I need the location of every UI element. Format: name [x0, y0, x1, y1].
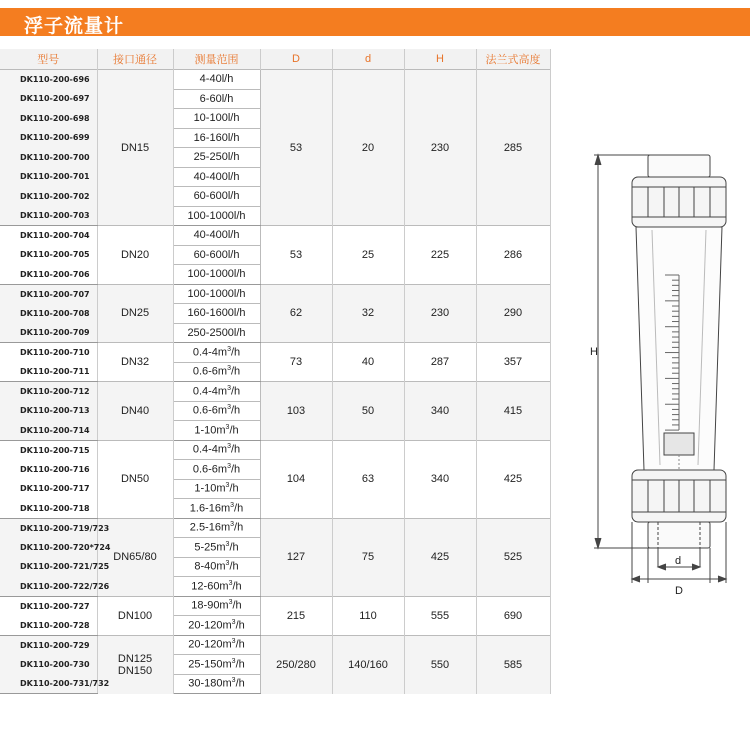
range-unit-exponent: 3 [227, 384, 231, 392]
dim-d-cell: 25 [332, 226, 404, 285]
range-value: 0.4-4m [192, 385, 228, 398]
model-cell: DK110-200-706 [0, 265, 97, 285]
flange-height-cell: 415 [476, 382, 550, 441]
range-unit-suffix: /h [229, 541, 239, 554]
dim-d-cell: 50 [332, 382, 404, 441]
flange-height-cell: 285 [476, 70, 550, 226]
model-cell: DK110-200-716 [0, 460, 97, 480]
model-cell: DK110-200-728 [0, 616, 97, 636]
range-unit-exponent: 3 [227, 404, 231, 412]
range-unit-suffix: /h [232, 600, 242, 613]
dim-H-cell: 340 [404, 440, 476, 518]
range-cell [173, 421, 260, 441]
model-cell: DK110-200-699 [0, 128, 97, 148]
model-cell: DK110-200-717 [0, 479, 97, 499]
model-cell: DK110-200-715 [0, 440, 97, 460]
range-unit-suffix: /h [232, 580, 242, 593]
flowmeter-drawing [568, 135, 750, 600]
range-value: 0.4-4m [192, 346, 228, 359]
dim-H-cell: 230 [404, 70, 476, 226]
model-cell: DK110-200-703 [0, 206, 97, 226]
dn-cell: DN65/80 [97, 518, 173, 596]
range-value: 2.5-16m [189, 522, 231, 535]
model-cell: DK110-200-702 [0, 187, 97, 207]
flange-height-cell: 525 [476, 518, 550, 596]
range-unit-suffix: /h [230, 366, 241, 379]
model-cell: DK110-200-700 [0, 148, 97, 168]
col-header-H: H [404, 49, 476, 70]
range-unit-suffix: /h [229, 424, 239, 437]
table-row [0, 440, 550, 460]
range-unit-exponent: 3 [231, 638, 236, 646]
flange-height-cell: 290 [476, 284, 550, 343]
flange-height-cell: 357 [476, 343, 550, 382]
range-cell [173, 674, 260, 694]
range-unit-suffix: /h [230, 405, 241, 418]
col-header-d: d [332, 49, 404, 70]
dim-H-cell: 555 [404, 596, 476, 635]
range-unit-exponent: 3 [225, 540, 230, 548]
label-D: D [675, 585, 683, 597]
model-cell: DK110-200-721/725 [0, 557, 97, 577]
label-H: H [590, 346, 598, 358]
range-unit-exponent: 3 [225, 423, 230, 431]
range-unit-suffix: /h [235, 678, 245, 691]
dn-cell: DN40 [97, 382, 173, 441]
range-value: 0.6-6m [192, 366, 228, 379]
range-cell [173, 148, 260, 168]
dim-d-cell: 140/160 [332, 635, 404, 694]
range-cell [173, 343, 260, 363]
dim-H-cell: 225 [404, 226, 476, 285]
range-value: 20-120m [188, 619, 232, 632]
range-unit-exponent: 3 [230, 521, 235, 529]
bottom-pipe-stub [648, 522, 710, 548]
range-unit-suffix: /h [234, 502, 244, 515]
range-cell [173, 226, 260, 246]
range-cell [173, 70, 260, 90]
dim-D-cell: 103 [260, 382, 332, 441]
flange-height-cell: 585 [476, 635, 550, 694]
range-value: 160-1600l/h [187, 307, 246, 320]
table-row [0, 226, 550, 246]
range-cell [173, 362, 260, 382]
range-cell [173, 89, 260, 109]
range-cell [173, 187, 260, 207]
table-header-row [0, 49, 550, 70]
label-d: d [675, 555, 682, 567]
col-header-range: 测量范围 [173, 49, 260, 70]
range-value: 30-180m [188, 678, 232, 691]
range-unit-suffix: /h [230, 346, 241, 359]
range-cell [173, 577, 260, 597]
model-cell: DK110-200-713 [0, 401, 97, 421]
dn-cell: DN20 [97, 226, 173, 285]
range-value: 10-100l/h [193, 112, 240, 125]
table-row [0, 284, 550, 304]
range-value: 6-60l/h [199, 92, 234, 105]
range-value: 100-1000l/h [187, 287, 246, 300]
range-value: 16-160l/h [193, 131, 240, 144]
range-unit-suffix: /h [234, 522, 244, 535]
range-unit-exponent: 3 [225, 482, 230, 490]
flange-height-cell: 425 [476, 440, 550, 518]
range-value: 40-400l/h [193, 170, 240, 183]
col-header-model: 型号 [0, 49, 97, 70]
range-cell [173, 460, 260, 480]
table-row [0, 518, 550, 538]
range-cell [173, 323, 260, 343]
range-cell [173, 479, 260, 499]
range-unit-suffix: /h [229, 561, 239, 574]
range-unit-exponent: 3 [230, 501, 235, 509]
col-header-dn: 接口通径 [97, 49, 173, 70]
range-unit-exponent: 3 [227, 365, 231, 373]
range-unit-suffix: /h [229, 483, 239, 496]
table-row [0, 70, 550, 90]
range-unit-suffix: /h [235, 658, 245, 671]
range-unit-suffix: /h [230, 463, 241, 476]
range-unit-exponent: 3 [225, 560, 230, 568]
dim-D-cell: 53 [260, 70, 332, 226]
dim-d-cell: 20 [332, 70, 404, 226]
range-unit-suffix: /h [230, 385, 241, 398]
model-cell: DK110-200-711 [0, 362, 97, 382]
range-value: 18-90m [191, 600, 229, 613]
range-cell [173, 128, 260, 148]
range-value: 8-40m [194, 561, 226, 574]
range-cell [173, 167, 260, 187]
range-value: 100-1000l/h [187, 209, 246, 222]
range-cell [173, 616, 260, 636]
model-cell: DK110-200-696 [0, 70, 97, 90]
range-unit-exponent: 3 [228, 579, 233, 587]
range-value: 1.6-16m [189, 502, 231, 515]
model-cell: DK110-200-720*724 [0, 538, 97, 558]
range-value: 40-400l/h [193, 229, 240, 242]
range-unit-exponent: 3 [227, 443, 231, 451]
page-title: 浮子流量计 [24, 15, 125, 37]
table-row [0, 596, 550, 616]
range-unit-suffix: /h [230, 444, 241, 457]
range-cell [173, 440, 260, 460]
range-value: 0.6-6m [192, 405, 228, 418]
dim-d-cell: 63 [332, 440, 404, 518]
model-cell: DK110-200-712 [0, 382, 97, 402]
model-cell: DK110-200-722/726 [0, 577, 97, 597]
range-unit-suffix: /h [235, 619, 245, 632]
range-cell [173, 206, 260, 226]
model-cell: DK110-200-710 [0, 343, 97, 363]
model-cell: DK110-200-698 [0, 109, 97, 129]
dn-cell: DN15 [97, 70, 173, 226]
dim-D-cell: 127 [260, 518, 332, 596]
range-unit-exponent: 3 [231, 677, 236, 685]
range-cell [173, 401, 260, 421]
dim-D-cell: 73 [260, 343, 332, 382]
spec-table [0, 49, 551, 694]
table-row [0, 635, 550, 655]
range-value: 60-600l/h [193, 248, 240, 261]
range-unit-exponent: 3 [231, 618, 236, 626]
range-cell [173, 109, 260, 129]
range-value: 20-120m [188, 639, 232, 652]
model-cell: DK110-200-701 [0, 167, 97, 187]
model-cell: DK110-200-704 [0, 226, 97, 246]
dim-D-cell: 215 [260, 596, 332, 635]
range-value: 0.6-6m [192, 463, 228, 476]
dim-d-cell: 40 [332, 343, 404, 382]
title-bar [0, 8, 750, 36]
dim-H-cell: 230 [404, 284, 476, 343]
range-value: 100-1000l/h [187, 268, 246, 281]
dim-H-cell: 425 [404, 518, 476, 596]
model-cell: DK110-200-714 [0, 421, 97, 441]
dn-cell: DN32 [97, 343, 173, 382]
model-cell: DK110-200-719/723 [0, 518, 97, 538]
model-cell: DK110-200-718 [0, 499, 97, 519]
dim-d-cell: 75 [332, 518, 404, 596]
dn-cell: DN100 [97, 596, 173, 635]
model-cell: DK110-200-727 [0, 596, 97, 616]
top-pipe-stub [648, 155, 710, 177]
dn-cell: DN25 [97, 284, 173, 343]
range-cell [173, 284, 260, 304]
dim-d-cell: 110 [332, 596, 404, 635]
range-value: 12-60m [191, 580, 229, 593]
range-cell [173, 382, 260, 402]
table-row [0, 343, 550, 363]
flange-height-cell: 690 [476, 596, 550, 635]
dim-D-cell: 53 [260, 226, 332, 285]
dim-D-cell: 104 [260, 440, 332, 518]
range-unit-suffix: /h [235, 639, 245, 652]
dn-cell: DN50 [97, 440, 173, 518]
range-cell [173, 518, 260, 538]
range-value: 25-250l/h [193, 151, 240, 164]
col-header-D: D [260, 49, 332, 70]
range-value: 4-40l/h [199, 73, 234, 86]
range-value: 1-10m [194, 483, 226, 496]
model-cell: DK110-200-730 [0, 655, 97, 675]
flange-height-cell: 286 [476, 226, 550, 285]
dim-d-cell: 32 [332, 284, 404, 343]
range-cell [173, 245, 260, 265]
range-cell [173, 304, 260, 324]
model-cell: DK110-200-708 [0, 304, 97, 324]
range-cell [173, 538, 260, 558]
range-unit-exponent: 3 [227, 345, 231, 353]
range-unit-exponent: 3 [228, 599, 233, 607]
dim-H-cell: 550 [404, 635, 476, 694]
range-cell [173, 557, 260, 577]
float [664, 433, 694, 455]
range-cell [173, 499, 260, 519]
model-cell: DK110-200-731/732 [0, 674, 97, 694]
model-cell: DK110-200-709 [0, 323, 97, 343]
range-cell [173, 596, 260, 616]
dim-D-cell: 62 [260, 284, 332, 343]
range-value: 1-10m [194, 424, 226, 437]
range-value: 0.4-4m [192, 444, 228, 457]
dim-H-cell: 340 [404, 382, 476, 441]
model-cell: DK110-200-705 [0, 245, 97, 265]
range-value: 250-2500l/h [187, 326, 246, 339]
model-cell: DK110-200-697 [0, 89, 97, 109]
range-value: 25-150m [188, 658, 232, 671]
model-cell: DK110-200-729 [0, 635, 97, 655]
range-value: 60-600l/h [193, 190, 240, 203]
range-cell [173, 635, 260, 655]
dim-H-cell: 287 [404, 343, 476, 382]
table-row [0, 382, 550, 402]
dn-cell: DN125 DN150 [97, 635, 173, 694]
range-cell [173, 265, 260, 285]
range-value: 5-25m [194, 541, 226, 554]
col-header-flange-height: 法兰式高度 [476, 49, 550, 70]
range-unit-exponent: 3 [231, 657, 236, 665]
range-unit-exponent: 3 [227, 462, 231, 470]
model-cell: DK110-200-707 [0, 284, 97, 304]
range-cell [173, 655, 260, 675]
dim-D-cell: 250/280 [260, 635, 332, 694]
